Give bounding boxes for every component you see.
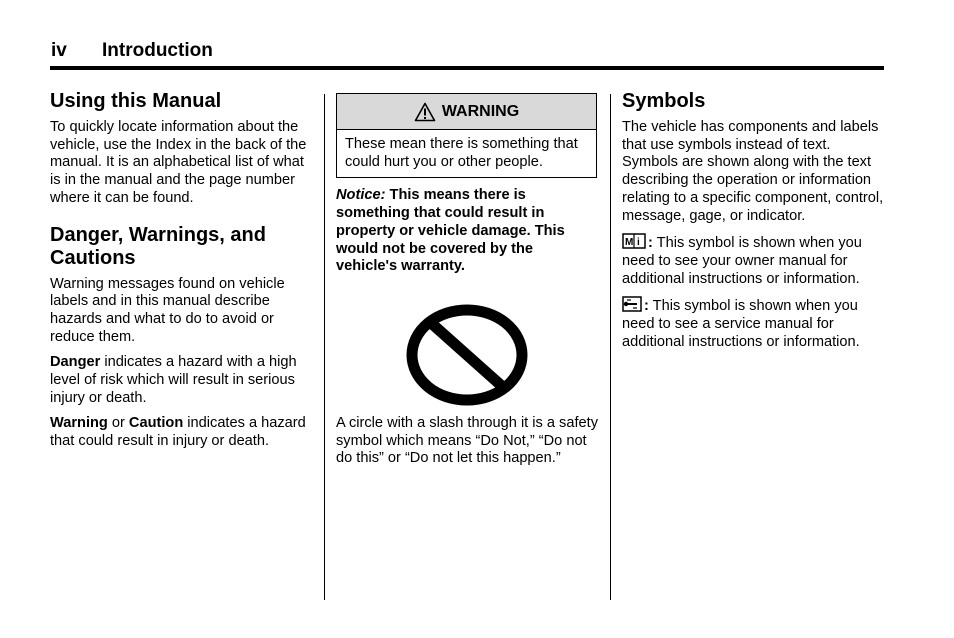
- warning-label: WARNING: [441, 102, 520, 120]
- warning-term: Warning: [50, 415, 108, 432]
- page-number: iv: [51, 40, 67, 61]
- column-divider-right: [610, 94, 611, 600]
- notice-label: Notice:: [336, 187, 386, 204]
- service-manual-icon: [622, 296, 642, 312]
- page-header: [50, 40, 884, 70]
- danger-desc: indicates a hazard with a high level of risk which will result in serious injury or death.: [50, 354, 297, 406]
- warning-box-body: [337, 130, 596, 177]
- warning-paragraph: [50, 415, 312, 450]
- owner-manual-text: This symbol is shown when you need to see your owner manual for additional instructions or information.: [622, 235, 862, 287]
- or-word: or: [107, 415, 129, 432]
- svg-text:i: i: [637, 237, 640, 249]
- section-title: Introduction: [102, 40, 213, 61]
- danger-intro-text: Warning messages found on vehicle labels and in this manual describe hazards and what to do to avoid or reduce them.: [50, 275, 285, 345]
- column-right: [622, 88, 886, 351]
- heading-symbols: Symbols: [622, 90, 706, 112]
- owner-manual-colon: :: [648, 235, 653, 252]
- notice-text: This means there is something that could result in property or vehicle damage. This would not be covered by the vehicle's warranty.: [336, 187, 565, 275]
- heading-using-manual: Using this Manual: [50, 90, 222, 112]
- notice-paragraph: [336, 187, 598, 276]
- danger-paragraph: [50, 354, 312, 407]
- warning-box: [336, 93, 597, 178]
- prohibition-sign-icon: [406, 304, 528, 406]
- symbols-intro-text: The vehicle has components and labels that use symbols instead of text. Symbols are shown along with the text describing the operation or information relating to a specific component, control, message, gage, or indicator.: [622, 119, 884, 224]
- prohibition-caption: A circle with a slash through it is a safety symbol which means “Do Not,” “Do not do this” or “Do not let this happen.”: [336, 414, 598, 467]
- using-manual-text: To quickly locate information about the vehicle, use the Index in the back of the manual. It is an alphabetical list of what is in the manual and the page number where it can be found.: [50, 119, 307, 206]
- heading-danger-warnings: Danger, Warnings, and Cautions: [50, 223, 266, 269]
- svg-text:M: M: [625, 237, 634, 249]
- service-manual-text: This symbol is shown when you need to see a service manual for additional instructions or information.: [622, 298, 860, 350]
- danger-term: Danger: [50, 354, 101, 371]
- column-left: [50, 88, 312, 451]
- warning-desc: indicates a hazard that could result in injury or death.: [50, 415, 306, 450]
- owner-manual-icon: [622, 233, 646, 249]
- service-manual-paragraph: [622, 296, 886, 351]
- service-manual-colon: :: [644, 298, 649, 315]
- column-middle: [336, 93, 598, 468]
- warning-box-header: [337, 94, 596, 130]
- warning-box-text: These mean there is something that could hurt you or other people.: [345, 136, 578, 170]
- owner-manual-paragraph: [622, 233, 886, 288]
- column-divider-left: [324, 94, 325, 600]
- caution-term: Caution: [128, 415, 184, 432]
- warning-triangle-icon: [414, 102, 436, 122]
